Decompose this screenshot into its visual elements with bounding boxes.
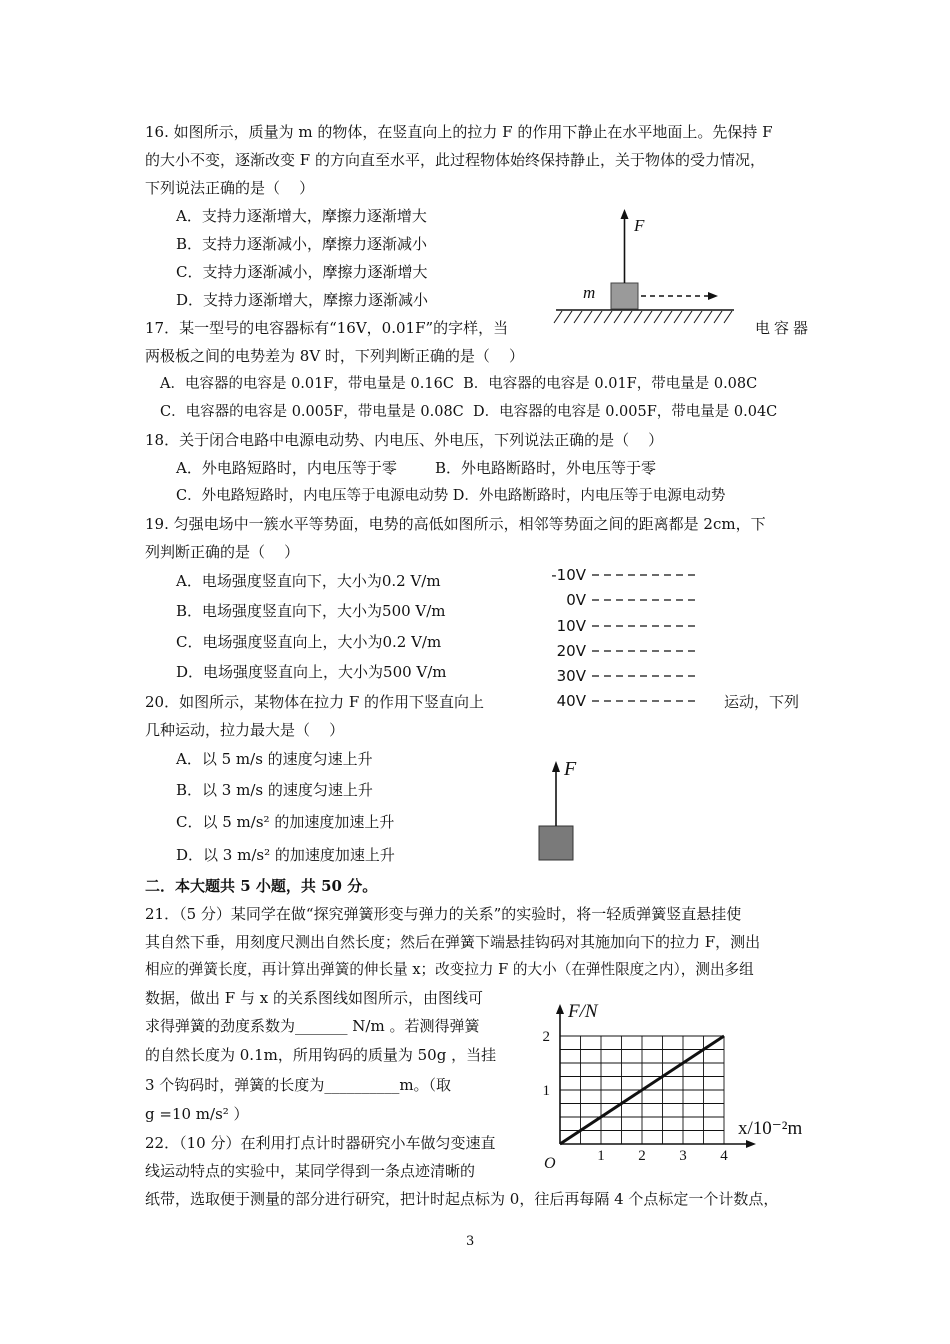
- q16-direction-arrow-icon: [708, 292, 718, 300]
- q16-option-d: D．支持力逐渐增大，摩擦力逐渐减小: [176, 291, 429, 309]
- q16-option-b: B．支持力逐渐减小，摩擦力逐渐减小: [176, 235, 428, 253]
- q21-line-6: 的自然长度为 0.1m，所用钩码的质量为 50g ，当挂: [145, 1046, 497, 1064]
- q21-line-2: 其自然下垂，用刻度尺测出自然长度；然后在弹簧下端悬挂钩码对其施加向下的拉力 F，测出: [145, 933, 761, 951]
- page-number: 3: [466, 1234, 475, 1249]
- q20-option-c: C．以 5 m/s² 的加速度加速上升: [176, 813, 395, 831]
- section-2-heading: 二．本大题共 5 小题，共 50 分。: [145, 877, 378, 895]
- q16-line-1: 16. 如图所示，质量为 m 的物体，在竖直向上的拉力 F 的作用下静止在水平地面上。先保持 F: [145, 123, 773, 141]
- q18-options-row-1: A．外电路短路时，内电压等于零 B．外电路断路时，外电压等于零: [176, 459, 657, 477]
- q19-option-a: A．电场强度竖直向下，大小为0.2 V/m: [176, 572, 441, 590]
- q21-line-7: 3 个钩码时，弹簧的长度为__________m。（取: [145, 1076, 452, 1094]
- f-x-chart: [530, 996, 820, 1176]
- potential-label: 40V: [556, 692, 586, 710]
- q17-line-1: 17．某一型号的电容器标有“16V，0.01F”的字样，当: [145, 319, 509, 337]
- q18-options-row-2: C．外电路短路时，内电压等于电源电动势 D．外电路断路时，内电压等于电源电动势: [176, 488, 726, 504]
- x-tick-label: 2: [638, 1148, 646, 1164]
- q17-options-row-2: C．电容器的电容是 0.005F，带电量是 0.08C D．电容器的电容是 0.005F，带电量是 0.04C: [160, 404, 778, 420]
- q21-line-5: 求得弹簧的劲度系数为_______ N/m 。若测得弹簧: [145, 1017, 480, 1035]
- y-tick-label: 2: [542, 1029, 550, 1045]
- q19-option-d: D．电场强度竖直向上，大小为500 V/m: [176, 663, 447, 681]
- q20-force-arrow-icon: [552, 761, 560, 772]
- potential-label: 0V: [566, 591, 586, 609]
- q20-figure: [536, 756, 606, 866]
- y-axis-arrow-icon: [556, 1004, 564, 1014]
- y-axis-label: F/N: [568, 1001, 598, 1022]
- y-tick-label: 1: [542, 1083, 550, 1099]
- q20-force-label: F: [564, 758, 577, 780]
- q22-line-1: 22．（10 分）在利用打点计时器研究小车做匀变速直: [145, 1134, 496, 1152]
- q16-option-a: A．支持力逐渐增大，摩擦力逐渐增大: [176, 207, 427, 225]
- q17-options-row-1: A．电容器的电容是 0.01F，带电量是 0.16C B．电容器的电容是 0.01F，带电量是 0.08C: [160, 376, 758, 392]
- q19-equipotential-figure: [540, 562, 710, 714]
- q16-option-c: C．支持力逐渐减小，摩擦力逐渐增大: [176, 263, 428, 281]
- x-tick-label: 3: [679, 1148, 687, 1164]
- q16-line-3: 下列说法正确的是（ ）: [145, 179, 315, 197]
- q21-line-8: g =10 m/s² ）: [145, 1105, 249, 1123]
- q22-line-3: 纸带，选取便于测量的部分进行研究，把计时起点标为 0，往后再每隔 4 个点标定一个计数点，: [145, 1190, 779, 1208]
- x-tick-label: 4: [720, 1148, 728, 1164]
- q19-line-1: 19. 匀强电场中一簇水平等势面，电势的高低如图所示，相邻等势面之间的距离都是 2cm，下: [145, 515, 766, 533]
- q16-mass-label: m: [583, 283, 596, 302]
- q22-line-2: 线运动特点的实验中，某同学得到一条点迹清晰的: [145, 1162, 476, 1180]
- q18-line-1: 18．关于闭合电路中电源电动势、内电压、外电压，下列说法正确的是（ ）: [145, 431, 664, 449]
- q20-option-d: D．以 3 m/s² 的加速度加速上升: [176, 846, 395, 864]
- q16-block: [611, 283, 638, 309]
- q16-figure: [550, 205, 750, 330]
- q17-line-2: 两极板之间的电势差为 8V 时，下列判断正确的是（ ）: [145, 347, 524, 365]
- q17-line-1-tail: 电容器: [755, 319, 813, 337]
- potential-label: -10V: [551, 566, 586, 584]
- q19-line-2: 列判断正确的是（ ）: [145, 543, 300, 561]
- q21-line-3: 相应的弹簧长度，再计算出弹簧的伸长量 x；改变拉力 F 的大小（在弹性限度之内），测出多组: [145, 961, 754, 978]
- q20-line-2: 几种运动，拉力最大是（ ）: [145, 721, 345, 739]
- q20-option-a: A．以 5 m/s 的速度匀速上升: [176, 750, 373, 768]
- q16-force-arrow-icon: [621, 209, 629, 219]
- q20-line-1: 20．如图所示，某物体在拉力 F 的作用下竖直向上: [145, 693, 485, 711]
- q20-line-1-tail: 运动，下列: [724, 693, 800, 711]
- potential-label: 30V: [556, 667, 586, 685]
- q21-line-4: 数据，做出 F 与 x 的关系图线如图所示，由图线可: [145, 989, 483, 1007]
- potential-label: 10V: [556, 617, 586, 635]
- q20-option-b: B．以 3 m/s 的速度匀速上升: [176, 781, 373, 799]
- q21-line-1: 21．（5 分）某同学在做“探究弹簧形变与弹力的关系”的实验时，将一轻质弹簧竖直悬挂使: [145, 905, 742, 923]
- q19-option-c: C．电场强度竖直向上，大小为0.2 V/m: [176, 633, 442, 651]
- q19-option-b: B．电场强度竖直向下，大小为500 V/m: [176, 602, 446, 620]
- x-axis-arrow-icon: [746, 1140, 756, 1148]
- potential-label: 20V: [556, 642, 586, 660]
- x-axis-label: x/10⁻²m: [738, 1118, 803, 1139]
- q16-force-label: F: [634, 216, 645, 235]
- q16-line-2: 的大小不变，逐渐改变 F 的方向直至水平，此过程物体始终保持静止，关于物体的受力情况，: [145, 151, 765, 169]
- origin-label: O: [544, 1155, 556, 1172]
- q20-block: [539, 826, 573, 860]
- x-tick-label: 1: [597, 1148, 605, 1164]
